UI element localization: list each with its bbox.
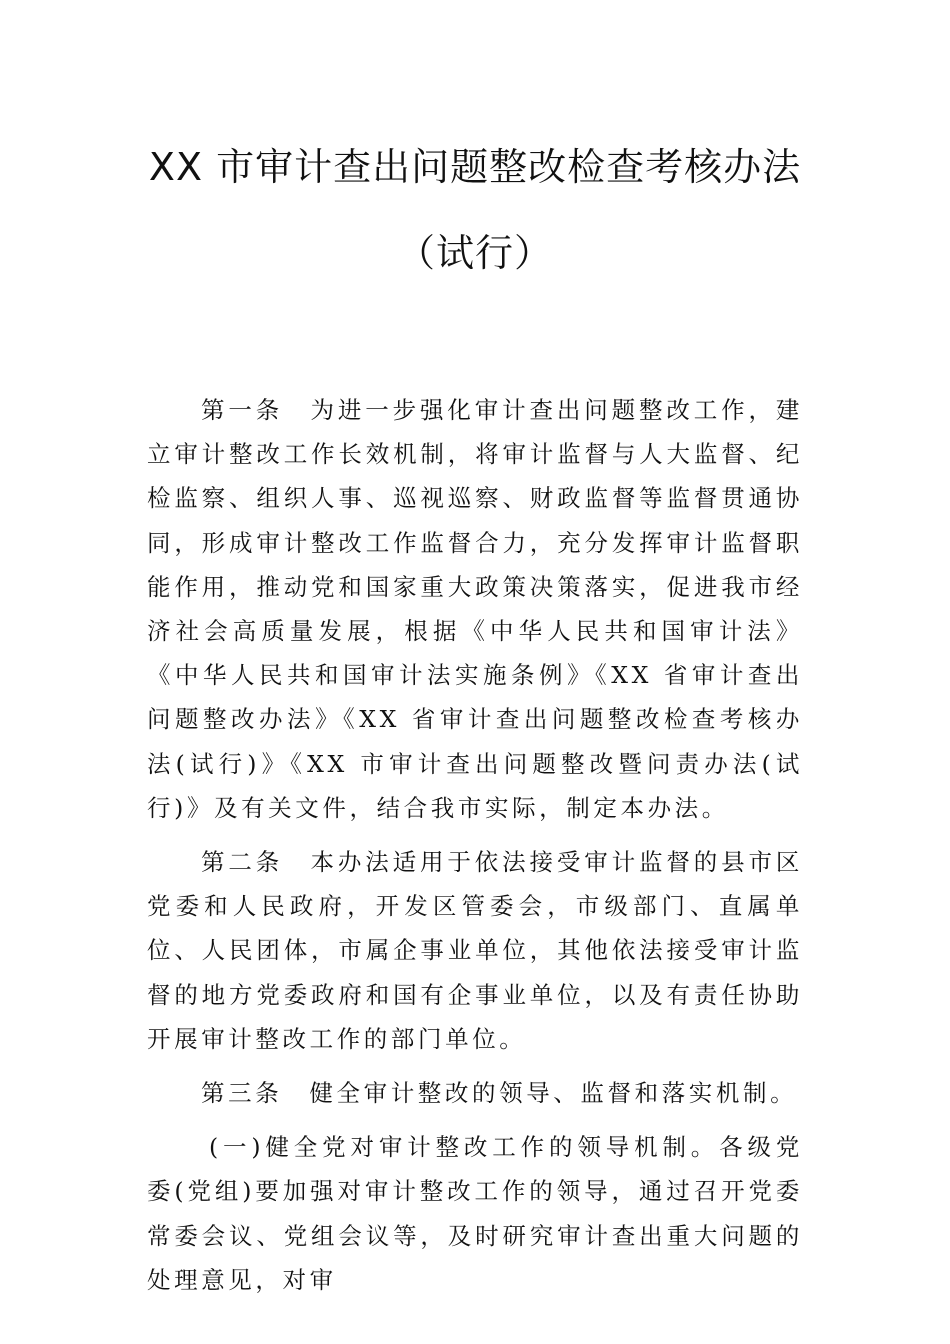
article-2-paragraph: 第二条 本办法适用于依法接受审计监督的县市区党委和人民政府，开发区管委会，市级部门、直属单位、人民团体，市属企事业单位，其他依法接受审计监督的地方党委政府和国有企事业单位，以及有责任协助开展审计整改工作的部门单位。: [147, 848, 803, 1053]
document-subtitle: （试行）: [396, 231, 553, 275]
document-title: XX 市审计查出问题整改检查考核办法: [148, 145, 802, 189]
article-3-paragraph: 第三条 健全审计整改的领导、监督和落实机制。: [201, 1079, 798, 1108]
article-1-paragraph: 第一条 为进一步强化审计查出问题整改工作，建立审计整改工作长效机制，将审计监督与人大监督、纪检监察、组织人事、巡视巡察、财政监督等监督贯通协同，形成审计整改工作监督合力，充分发挥审计监督职能作用，推动党和国家重大政策决策落实，促进我市经济社会高质量发展，根据《中华人民共和国审计法》《中华人民共和国审计法实施条例》《XX 省审计查出问题整改办法》《XX 省审计查出问题整改检查考核办法(试行)》《XX 市审计查出问题整改暨问责办法(试行)》及有关文件，结合我市实际，制定本办法。: [147, 396, 803, 822]
document-body: [147, 388, 803, 1312]
article-3-item-1-paragraph: (一)健全党对审计整改工作的领导机制。各级党委(党组)要加强对审计整改工作的领导，通过召开党委常委会议、党组会议等，及时研究审计查出重大问题的处理意见，对审: [147, 1133, 803, 1294]
